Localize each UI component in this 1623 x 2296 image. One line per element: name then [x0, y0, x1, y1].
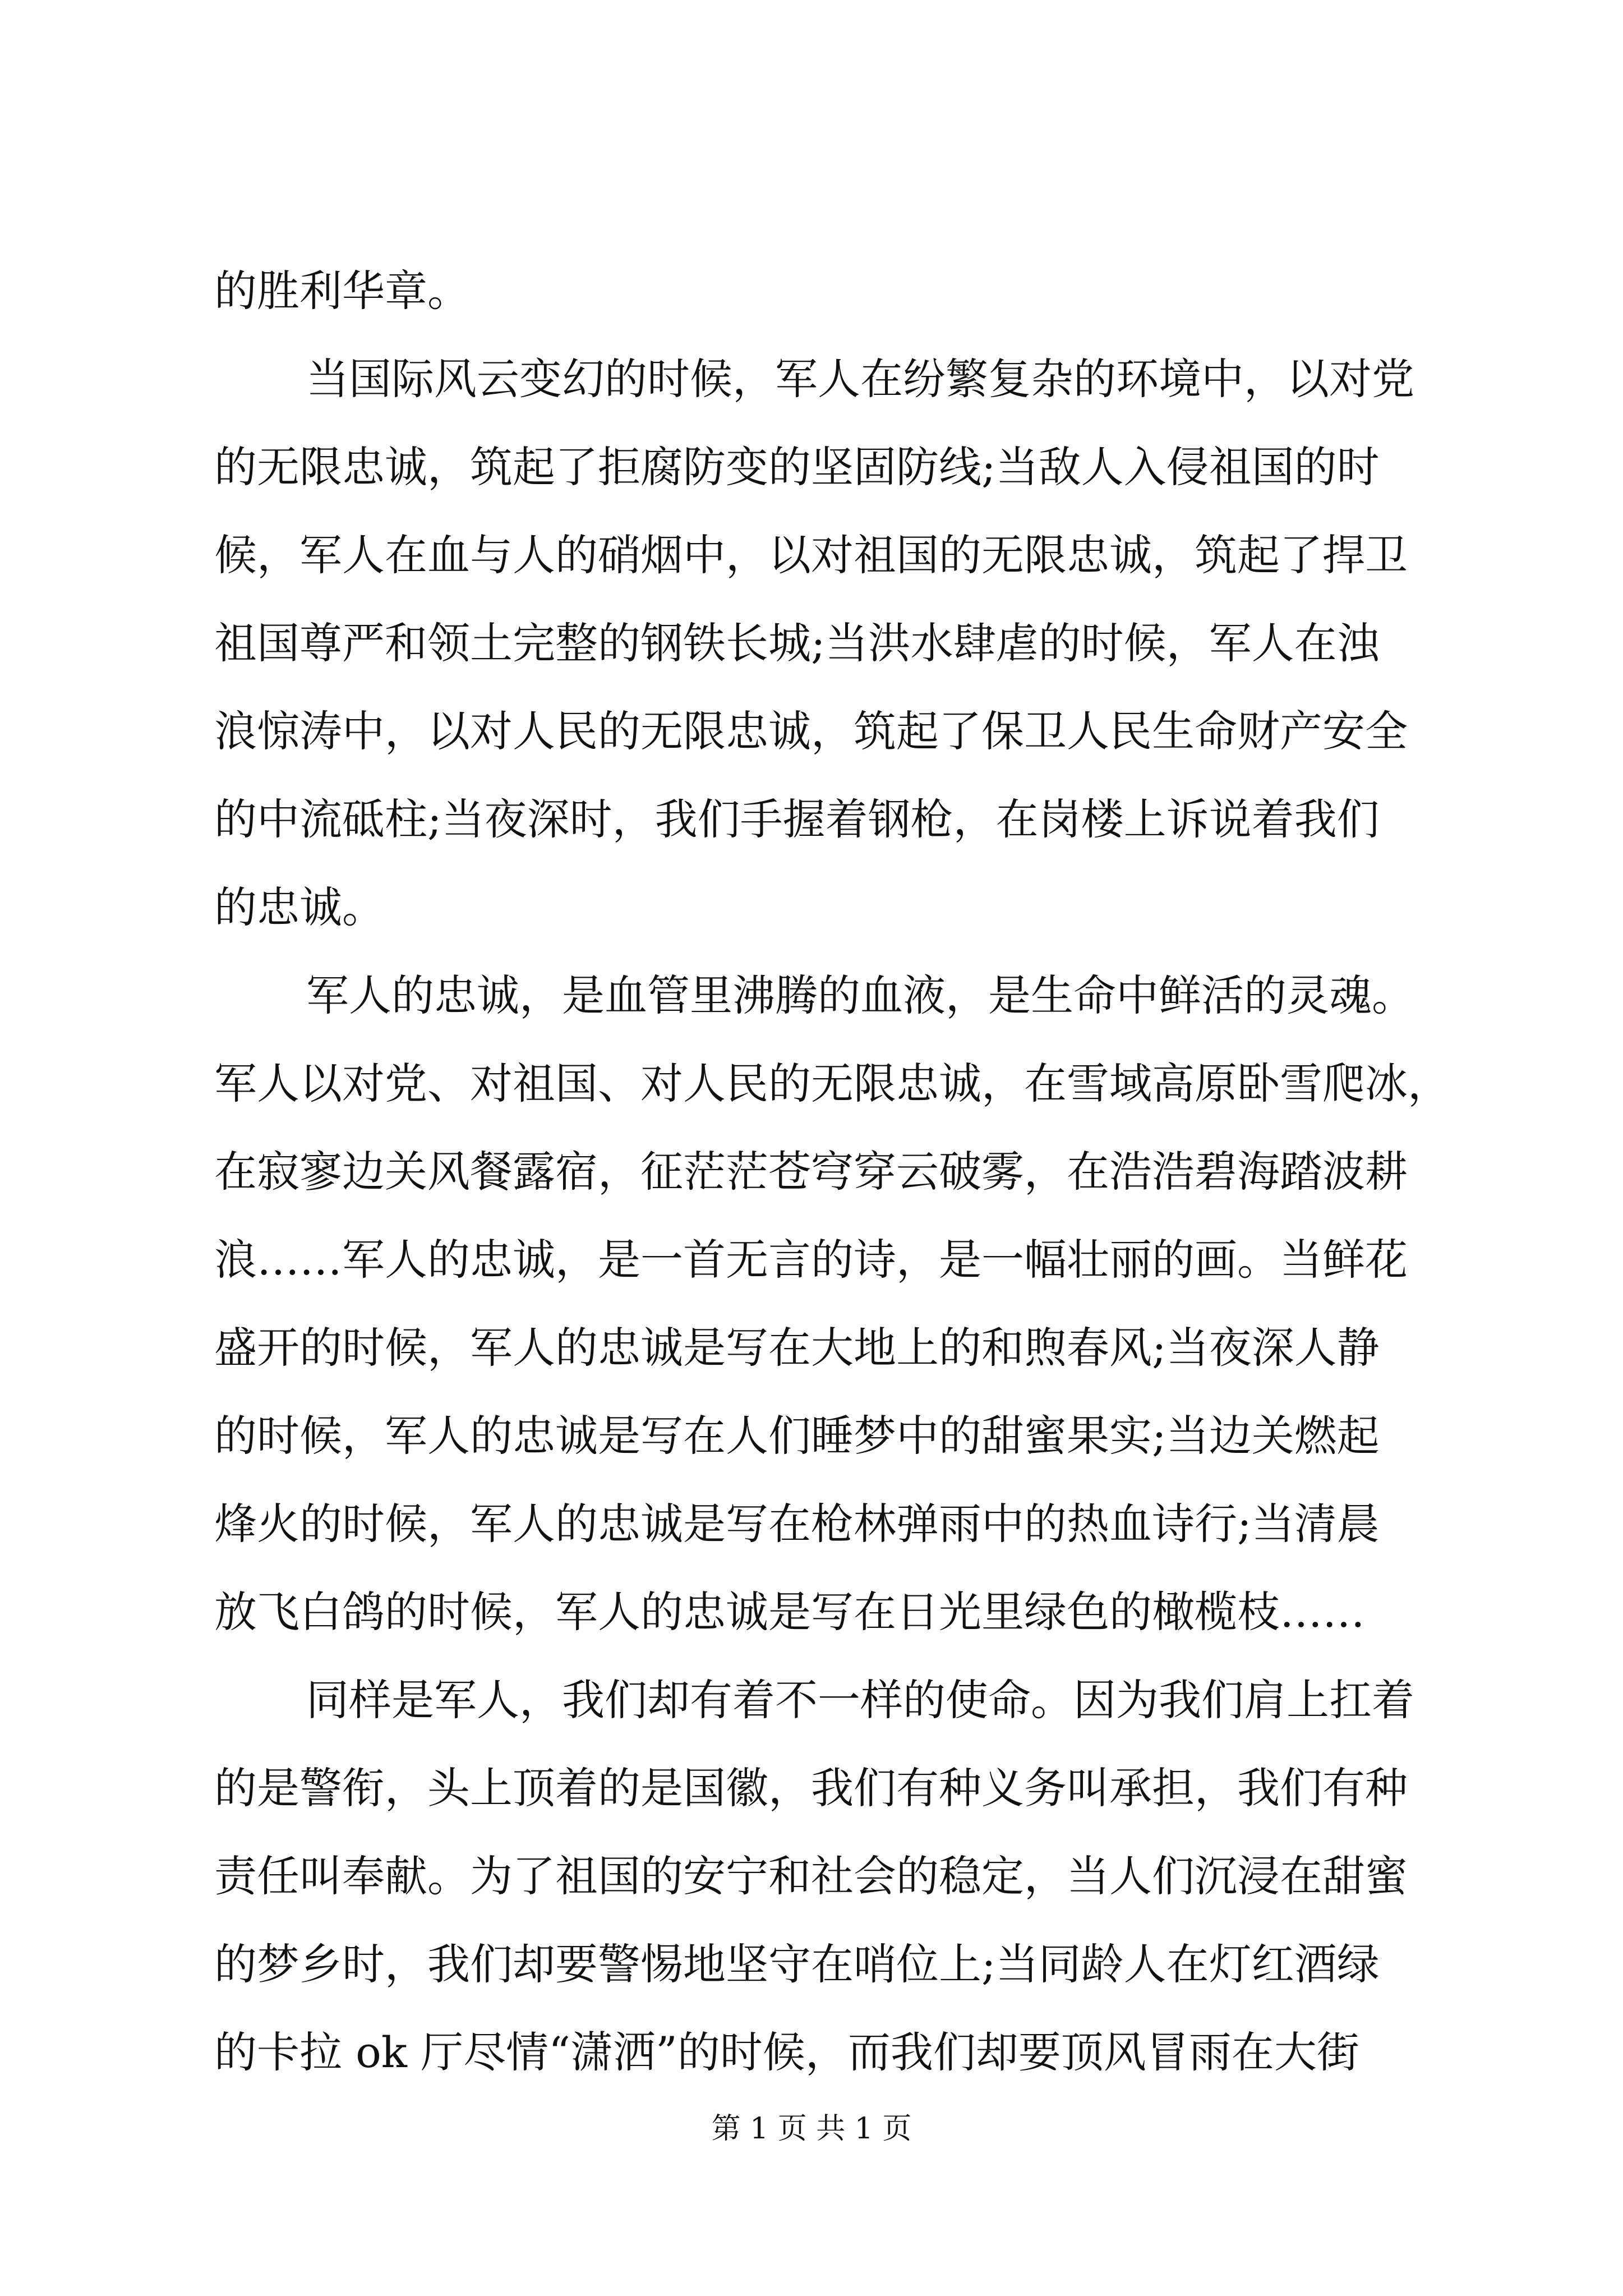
text-line: 盛开的时候，军人的忠诚是写在大地上的和煦春风;当夜深人静: [214, 1323, 1380, 1373]
body-text: [214, 247, 1450, 2096]
text-line: 的胜利华章。: [214, 266, 470, 316]
text-line: 的中流砥柱;当夜深时，我们手握着钢枪，在岗楼上诉说着我们: [214, 794, 1380, 844]
text-line: 候，军人在血与人的硝烟中，以对祖国的无限忠诚，筑起了捍卫: [214, 530, 1408, 580]
page-footer: 第 1 页 共 1 页: [711, 2112, 912, 2146]
text-line: 责任叫奉献。为了祖国的安宁和社会的稳定，当人们沉浸在甜蜜: [214, 1851, 1408, 1901]
text-line: 浪惊涛中，以对人民的无限忠诚，筑起了保卫人民生命财产安全: [214, 706, 1408, 756]
text-line: 烽火的时候，军人的忠诚是写在枪林弹雨中的热血诗行;当清晨: [214, 1499, 1380, 1549]
text-line: 的无限忠诚，筑起了拒腐防变的坚固防线;当敌人入侵祖国的时: [214, 442, 1380, 492]
text-line: 放飞白鸽的时候，军人的忠诚是写在日光里绿色的橄榄枝……: [214, 1587, 1365, 1637]
text-line: 在寂寥边关风餐露宿，征茫茫苍穹穿云破雾，在浩浩碧海踏波耕: [214, 1147, 1408, 1197]
text-line: 的忠诚。: [214, 882, 385, 932]
text-line: 的时候，军人的忠诚是写在人们睡梦中的甜蜜果实;当边关燃起: [214, 1411, 1380, 1461]
text-line: 军人的忠诚，是血管里沸腾的血液，是生命中鲜活的灵魂。: [306, 970, 1414, 1020]
text-line: 军人以对党、对祖国、对人民的无限忠诚，在雪域高原卧雪爬冰，: [214, 1059, 1450, 1108]
text-line: 浪……军人的忠诚，是一首无言的诗，是一幅壮丽的画。当鲜花: [214, 1235, 1408, 1285]
text-line: 同样是军人，我们却有着不一样的使命。因为我们肩上扛着: [306, 1675, 1414, 1725]
text-line: 的梦乡时，我们却要警惕地坚守在哨位上;当同龄人在灯红酒绿: [214, 1939, 1380, 1989]
text-line: 的是警衔，头上顶着的是国徽，我们有种义务叫承担，我们有种: [214, 1763, 1408, 1813]
text-line: 祖国尊严和领土完整的钢铁长城;当洪水肆虐的时候，军人在浊: [214, 618, 1380, 668]
text-line: 当国际风云变幻的时候，军人在纷繁复杂的环境中，以对党: [306, 354, 1414, 404]
text-line: 的卡拉 ok 厅尽情“潇洒”的时候，而我们却要顶风冒雨在大街: [214, 2027, 1359, 2077]
